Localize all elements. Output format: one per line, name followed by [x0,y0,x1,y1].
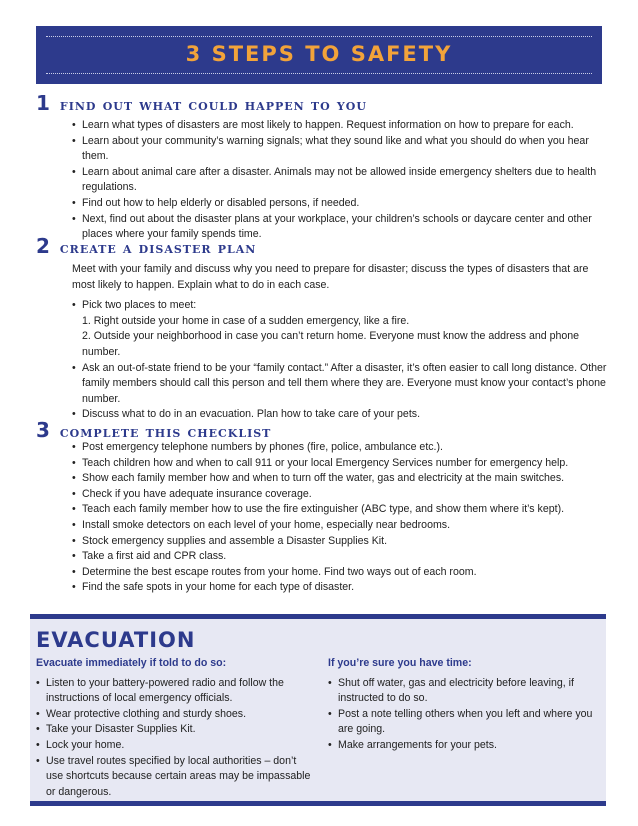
list-item: • Teach children how and when to call 911 or your local Emergency Services number for emergency help. [72,456,612,472]
section-2-heading [36,234,256,258]
sub-item: 1. Right outside your home in case of a sudden emergency, like a fire. [82,314,410,327]
list-item: • Teach each family member how to use the fire extinguisher (ABC type, and show them where it’s kept). [72,502,612,518]
title-banner [36,26,602,84]
section-2-intro: Meet with your family and discuss why you need to prepare for disaster; discuss the types of disasters that are most likely to happen. Explain what to do in each case. [72,263,589,291]
if-time-column [328,656,598,754]
list-item: • Find the safe spots in your home for each type of disaster. [72,580,612,596]
list-item: • Show each family member how and when to turn off the water, gas and electricity at the main switches. [72,471,612,487]
section-2-list [72,262,612,423]
list-item: • Listen to your battery-powered radio and follow the instructions of local emergency officials. [36,676,314,707]
section-2-title: create a disaster plan [59,239,257,257]
dotted-rule-top [46,36,592,37]
list-item: • Lock your home. [36,738,314,754]
list-item: • Pick two places to meet: [72,298,612,314]
right-column-heading: If you’re sure you have time: [328,657,472,669]
list-item: • Learn about your community’s warning signals; what they sound like and what you should do when you hear them. [72,134,612,165]
section-1-list [72,118,612,243]
panel-rule-bottom [30,801,606,806]
list-item: • Take a first aid and CPR class. [72,549,612,565]
panel-rule-top [30,614,606,619]
list-item: • Stock emergency supplies and assemble a Disaster Supplies Kit. [72,534,612,550]
list-item: • Wear protective clothing and sturdy shoes. [36,707,314,723]
evacuate-immediately-column [36,656,314,800]
list-item: • Next, find out about the disaster plans at your workplace, your children’s schools or daycare center and other places where your family spends time. [72,212,612,243]
list-item: • Post a note telling others when you left and where you are going. [328,707,598,738]
section-3-number: 3 [36,418,50,442]
evacuation-title: EVACUATION [36,628,196,652]
list-item: • Learn about animal care after a disaster. Animals may not be allowed inside emergency shelters due to health regulations. [72,165,612,196]
list-item: • Shut off water, gas and electricity before leaving, if instructed to do so. [328,676,598,707]
section-3-heading [36,418,271,442]
left-column-heading: Evacuate immediately if told to do so: [36,657,227,669]
list-item: • Ask an out-of-state friend to be your “family contact.” After a disaster, it’s often easier to call long distance. Other family members should call this person and tell them where they are. Everyone must know your contact’s phone number. [72,361,612,408]
list-item: • Make arrangements for your pets. [328,738,598,754]
section-3-title: complete this checklist [59,423,272,441]
dotted-rule-bottom [46,73,592,74]
evacuation-panel [30,614,606,806]
section-2-number: 2 [36,234,50,258]
list-item: • Determine the best escape routes from your home. Find two ways out of each room. [72,565,612,581]
section-1-title: find out what could happen to you [59,96,367,114]
section-3-list [72,440,612,596]
list-item: • Install smoke detectors on each level of your home, especially near bedrooms. [72,518,612,534]
list-item: • Find out how to help elderly or disabled persons, if needed. [72,196,612,212]
section-1-number: 1 [36,91,50,115]
list-item: • Discuss what to do in an evacuation. Plan how to take care of your pets. [72,407,612,423]
list-item: • Use travel routes specified by local authorities – don’t use shortcuts because certain areas may be impassable or dangerous. [36,754,314,801]
list-item: • Take your Disaster Supplies Kit. [36,722,314,738]
sub-item: 2. Outside your neighborhood in case you can’t return home. Everyone must know the address and phone number. [82,330,580,358]
list-item: • Post emergency telephone numbers by phones (fire, police, ambulance etc.). [72,440,612,456]
page-title: 3 STEPS TO SAFETY [185,42,453,66]
list-item: • Learn what types of disasters are most likely to happen. Request information on how to prepare for each. [72,118,612,134]
list-item: • Check if you have adequate insurance coverage. [72,487,612,503]
section-1-heading [36,91,367,115]
